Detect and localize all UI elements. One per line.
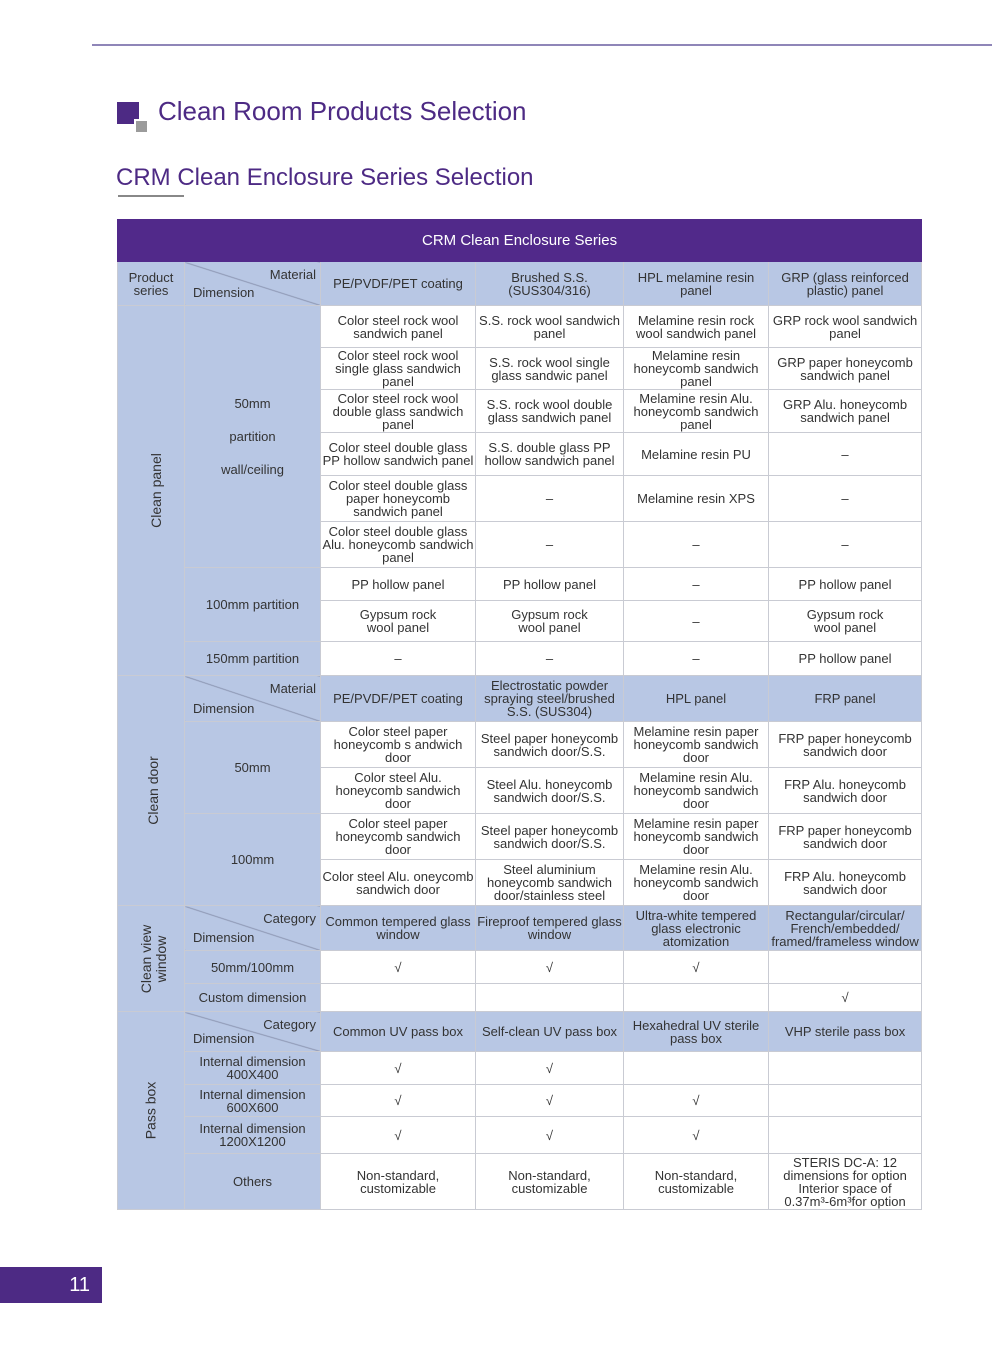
dimension-100mm: 100mm (185, 814, 321, 906)
table-cell: Color steel Alu. oneycomb sandwich door (321, 860, 476, 906)
category-label: Category (263, 911, 316, 926)
table-cell: Gypsum rock wool panel (321, 601, 476, 642)
table-title: CRM Clean Enclosure Series (118, 220, 922, 262)
check-cell: √ (476, 1085, 624, 1117)
table-cell: Melamine resin rock wool sandwich panel (624, 306, 769, 348)
check-cell: √ (321, 1085, 476, 1117)
column-header: Rectangular/circular/ French/embedded/ framed/frameless window (769, 906, 922, 951)
table-cell: Steel aluminium honeycomb sandwich door/stainless steel (476, 860, 624, 906)
column-header: Hexahedral UV sterile pass box (624, 1012, 769, 1052)
column-header: Common UV pass box (321, 1012, 476, 1052)
table-cell: – (476, 476, 624, 522)
dimension-100mm-partition: 100mm partition (185, 568, 321, 642)
check-cell (624, 1052, 769, 1085)
top-divider-line (92, 44, 992, 46)
selection-table (117, 219, 922, 1210)
table-cell: Melamine resin Alu. honeycomb sandwich panel (624, 390, 769, 433)
table-cell: – (769, 476, 922, 522)
dimension-label: Dimension (193, 1031, 255, 1046)
table-cell: – (476, 642, 624, 676)
dimension-150mm-partition: 150mm partition (185, 642, 321, 676)
table-cell: Melamine resin Alu. honeycomb sandwich door (624, 860, 769, 906)
table-cell: Color steel double glass paper honeycomb sandwich panel (321, 476, 476, 522)
check-cell: √ (321, 951, 476, 984)
page-number-badge (0, 1267, 102, 1303)
table-cell: Non-standard, customizable (476, 1154, 624, 1210)
dimension-label: Dimension (193, 285, 255, 300)
table-cell: S.S. double glass PP hollow sandwich panel (476, 433, 624, 476)
table-cell: Steel paper honeycomb sandwich door/S.S. (476, 722, 624, 768)
column-header: Self-clean UV pass box (476, 1012, 624, 1052)
table-cell: – (624, 568, 769, 601)
check-cell (321, 984, 476, 1012)
check-cell: √ (476, 951, 624, 984)
column-header: Ultra-white tempered glass electronic atomization (624, 906, 769, 951)
column-header: HPL melamine resin panel (624, 262, 769, 306)
table-cell: S.S. rock wool single glass sandwic panel (476, 348, 624, 390)
category-clean-door: Clean door (118, 676, 185, 906)
table-cell: Melamine resin paper honeycomb sandwich door (624, 722, 769, 768)
table-cell: – (624, 642, 769, 676)
table-cell: Melamine resin paper honeycomb sandwich door (624, 814, 769, 860)
check-cell: √ (476, 1052, 624, 1085)
column-header: Fireproof tempered glass window (476, 906, 624, 951)
column-header: PE/PVDF/PET coating (321, 262, 476, 306)
row-dimension: 50mm/100mm (185, 951, 321, 984)
table-cell: Non-standard, customizable (321, 1154, 476, 1210)
table-cell: Color steel double glass PP hollow sandwich panel (321, 433, 476, 476)
subtitle: CRM Clean Enclosure Series Selection (116, 164, 534, 191)
table-cell: FRP Alu. honeycomb sandwich door (769, 860, 922, 906)
check-cell: √ (476, 1117, 624, 1154)
column-header: PE/PVDF/PET coating (321, 676, 476, 722)
category-clean-panel: Clean panel (118, 306, 185, 676)
table-cell: – (624, 522, 769, 568)
table-cell: Steel paper honeycomb sandwich door/S.S. (476, 814, 624, 860)
check-cell: √ (769, 984, 922, 1012)
material-dimension-header (185, 262, 321, 306)
table-cell: S.S. rock wool double glass sandwich panel (476, 390, 624, 433)
table-cell: Non-standard, customizable (624, 1154, 769, 1210)
table-cell: – (769, 522, 922, 568)
table-cell: Melamine resin XPS (624, 476, 769, 522)
material-label: Material (269, 267, 316, 282)
dimension-50mm: 50mm (185, 722, 321, 814)
check-cell (624, 984, 769, 1012)
table-cell: PP hollow panel (769, 642, 922, 676)
table-cell: STERIS DC-A: 12 dimensions for option Interior space of 0.37m³-6m³for option (769, 1154, 922, 1210)
table-cell: Melamine resin PU (624, 433, 769, 476)
column-header: Common tempered glass window (321, 906, 476, 951)
table-cell: Steel Alu. honeycomb sandwich door/S.S. (476, 768, 624, 814)
check-cell (769, 951, 922, 984)
material-dimension-header (185, 676, 321, 722)
check-cell (769, 1085, 922, 1117)
row-dimension: Internal dimension 1200X1200 (185, 1117, 321, 1154)
column-header: GRP (glass reinforced plastic) panel (769, 262, 922, 306)
check-cell: √ (624, 1085, 769, 1117)
dimension-label: Dimension (193, 701, 255, 716)
table-cell: FRP paper honeycomb sandwich door (769, 722, 922, 768)
table-cell: PP hollow panel (476, 568, 624, 601)
table-cell: Gypsum rock wool panel (769, 601, 922, 642)
section-title: Clean Room Products Selection (158, 96, 527, 126)
row-dimension: Others (185, 1154, 321, 1210)
column-header: FRP panel (769, 676, 922, 722)
table-cell: Melamine resin Alu. honeycomb sandwich door (624, 768, 769, 814)
table-cell: S.S. rock wool sandwich panel (476, 306, 624, 348)
table-cell: – (624, 601, 769, 642)
column-header: VHP sterile pass box (769, 1012, 922, 1052)
check-cell (476, 984, 624, 1012)
subtitle-underline (118, 195, 184, 197)
check-cell: √ (321, 1052, 476, 1085)
dimension-50mm-partition: 50mm partition wall/ceiling (185, 306, 321, 568)
check-cell (769, 1052, 922, 1085)
table-cell: GRP paper honeycomb sandwich panel (769, 348, 922, 390)
category-dimension-header (185, 906, 321, 951)
category-pass-box: Pass box (118, 1012, 185, 1210)
category-label: Category (263, 1017, 316, 1032)
table-cell: PP hollow panel (321, 568, 476, 601)
table-cell: Color steel double glass Alu. honeycomb sandwich panel (321, 522, 476, 568)
row-dimension: Custom dimension (185, 984, 321, 1012)
category-clean-view-window: Clean view window (118, 906, 185, 1012)
section-square-icon (117, 102, 145, 130)
column-header: Electrostatic powder spraying steel/brushed S.S. (SUS304) (476, 676, 624, 722)
table-cell: GRP rock wool sandwich panel (769, 306, 922, 348)
table-cell: Color steel paper honeycomb s andwich door (321, 722, 476, 768)
table-cell: – (769, 433, 922, 476)
column-header: Brushed S.S. (SUS304/316) (476, 262, 624, 306)
row-dimension: Internal dimension 400X400 (185, 1052, 321, 1085)
check-cell: √ (624, 1117, 769, 1154)
table-cell: Color steel rock wool single glass sandwich panel (321, 348, 476, 390)
table-cell: Color steel paper honeycomb sandwich door (321, 814, 476, 860)
material-label: Material (269, 681, 316, 696)
dimension-label: Dimension (193, 930, 255, 945)
check-cell: √ (624, 951, 769, 984)
check-cell (769, 1117, 922, 1154)
table-cell: Gypsum rock wool panel (476, 601, 624, 642)
table-cell: Melamine resin honeycomb sandwich panel (624, 348, 769, 390)
product-series-header: Product series (118, 262, 185, 306)
table-cell: GRP Alu. honeycomb sandwich panel (769, 390, 922, 433)
check-cell: √ (321, 1117, 476, 1154)
table-cell: Color steel rock wool sandwich panel (321, 306, 476, 348)
table-cell: PP hollow panel (769, 568, 922, 601)
table-cell: FRP paper honeycomb sandwich door (769, 814, 922, 860)
table-cell: Color steel rock wool double glass sandwich panel (321, 390, 476, 433)
column-header: HPL panel (624, 676, 769, 722)
page-number: 11 (69, 1274, 90, 1296)
table-cell: – (321, 642, 476, 676)
table-cell: Color steel Alu. honeycomb sandwich door (321, 768, 476, 814)
row-dimension: Internal dimension 600X600 (185, 1085, 321, 1117)
category-dimension-header (185, 1012, 321, 1052)
table-cell: – (476, 522, 624, 568)
table-cell: FRP Alu. honeycomb sandwich door (769, 768, 922, 814)
